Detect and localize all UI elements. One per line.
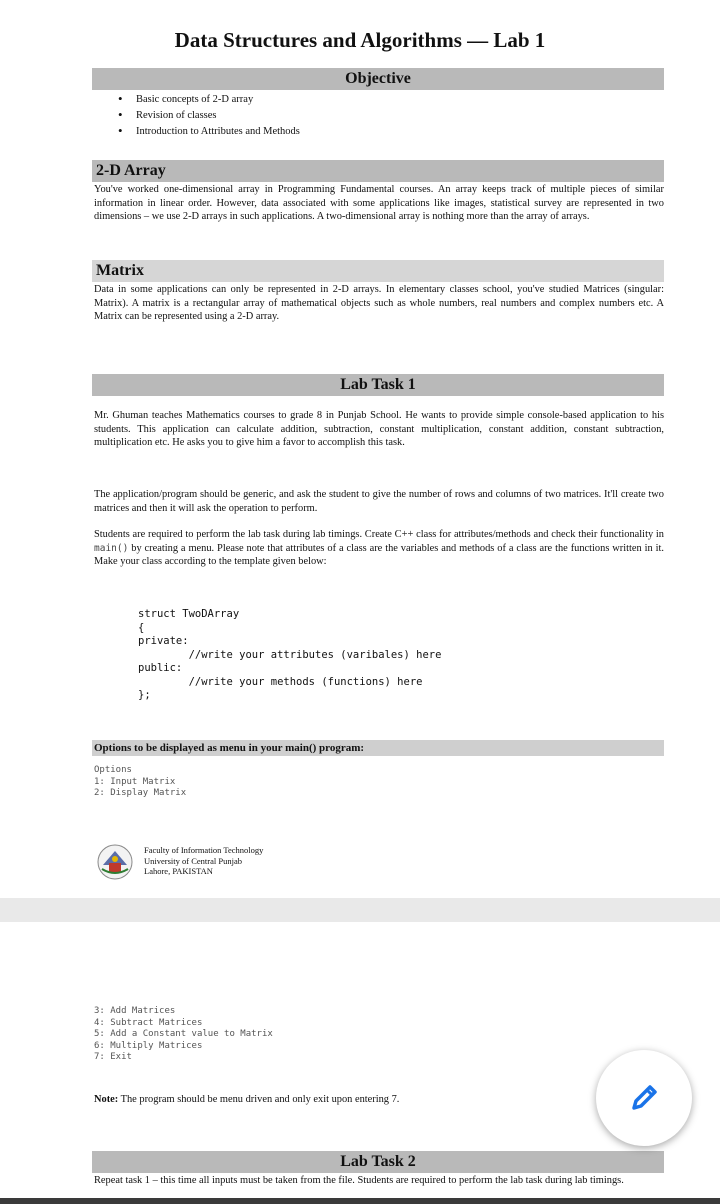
footer-line-2: University of Central Punjab [144, 855, 242, 866]
page-title: Data Structures and Algorithms — Lab 1 [174, 28, 546, 52]
options-code-continued: 3: Add Matrices 4: Subtract Matrices 5: Add a Constant value to Matrix 6: Multiply Matrices 7: Exit [94, 1006, 273, 1062]
section-heading-2d-array: 2-D Array [92, 160, 664, 182]
task1-p3-start: Students are required to perform the lab task during lab timings. Create C++ class for attributes/methods and check their functionality in [94, 529, 664, 540]
footer-line-1: Faculty of Information Technology [144, 845, 264, 855]
lab-task-2-heading: Lab Task 2 [92, 1151, 664, 1173]
objective-list [110, 92, 300, 140]
code-block-template: struct TwoDArray { private: //write your attributes (varibales) here public: //write your methods (functions) here }; [138, 608, 442, 701]
task1-paragraph-3 [94, 528, 664, 569]
list-item [110, 124, 300, 140]
footer-text [144, 845, 263, 877]
objective-item-3: Introduction to Attributes and Methods [136, 126, 300, 137]
objective-heading: Objective [92, 68, 664, 90]
paragraph-matrix: Data in some applications can only be represented in 2-D arrays. In elementary classes school, you've studied Matrices (singular: Matrix). A matrix is a rectangular array of mathematical objects such as whole numbers, real numbers and complex numbers etc. A Matrix can be represented using a 2-D array. [94, 284, 664, 323]
options-code-block: Options 1: Input Matrix 2: Display Matrix [94, 765, 187, 798]
list-item: • Basic concepts of 2-D array [110, 92, 300, 108]
page-footer [96, 843, 396, 883]
note-paragraph [94, 1093, 664, 1107]
task1-paragraph-2: The application/program should be generic, and ask the student to give the number of rows and columns of two matrices. It'll create two matrices and then it will ask the operation to perform. [94, 489, 664, 514]
task1-p3-end: by creating a menu. Please note that attributes of a class are the variables and methods of a class are the functions written in it. Make your class according to the template given below: [94, 542, 664, 568]
paragraph-2d-array: You've worked one-dimensional array in Programming Fundamental courses. An array keeps track of multiple pieces of similar information in linear order. However, data associated with some applications like images, statistical survey are represented in two dimensions – we use 2-D arrays in such applications. A two-dimensional array is nothing more than the array of arrays. [94, 184, 664, 223]
note-text: The program should be menu driven and only exit upon entering 7. [118, 1094, 400, 1105]
bottom-edge [0, 1198, 720, 1204]
lab-task-1-heading: Lab Task 1 [92, 374, 664, 396]
university-crest-icon [96, 843, 134, 881]
edit-fab-button[interactable] [596, 1050, 692, 1146]
section-heading-matrix: Matrix [92, 260, 664, 282]
note-label: Note: [94, 1094, 119, 1105]
options-heading: Options to be displayed as menu in your main() program: [92, 740, 664, 756]
inline-code-main: main() [94, 542, 129, 554]
pencil-edit-icon [626, 1080, 662, 1116]
list-item: • Revision of classes [110, 108, 300, 124]
task1-paragraph-1: Mr. Ghuman teaches Mathematics courses to grade 8 in Punjab School. He wants to provide simple console-based application to his students. This application can calculate addition, subtraction, constant multiplication, constant addition, constant subtraction, multiplication etc. He asks you to give him a favor to accomplish this task. [94, 410, 664, 449]
footer-line-3: Lahore, PAKISTAN [144, 866, 213, 876]
task2-paragraph: Repeat task 1 – this time all inputs must be taken from the file. Students are required to perform the lab task during lab timings. [94, 1175, 624, 1186]
